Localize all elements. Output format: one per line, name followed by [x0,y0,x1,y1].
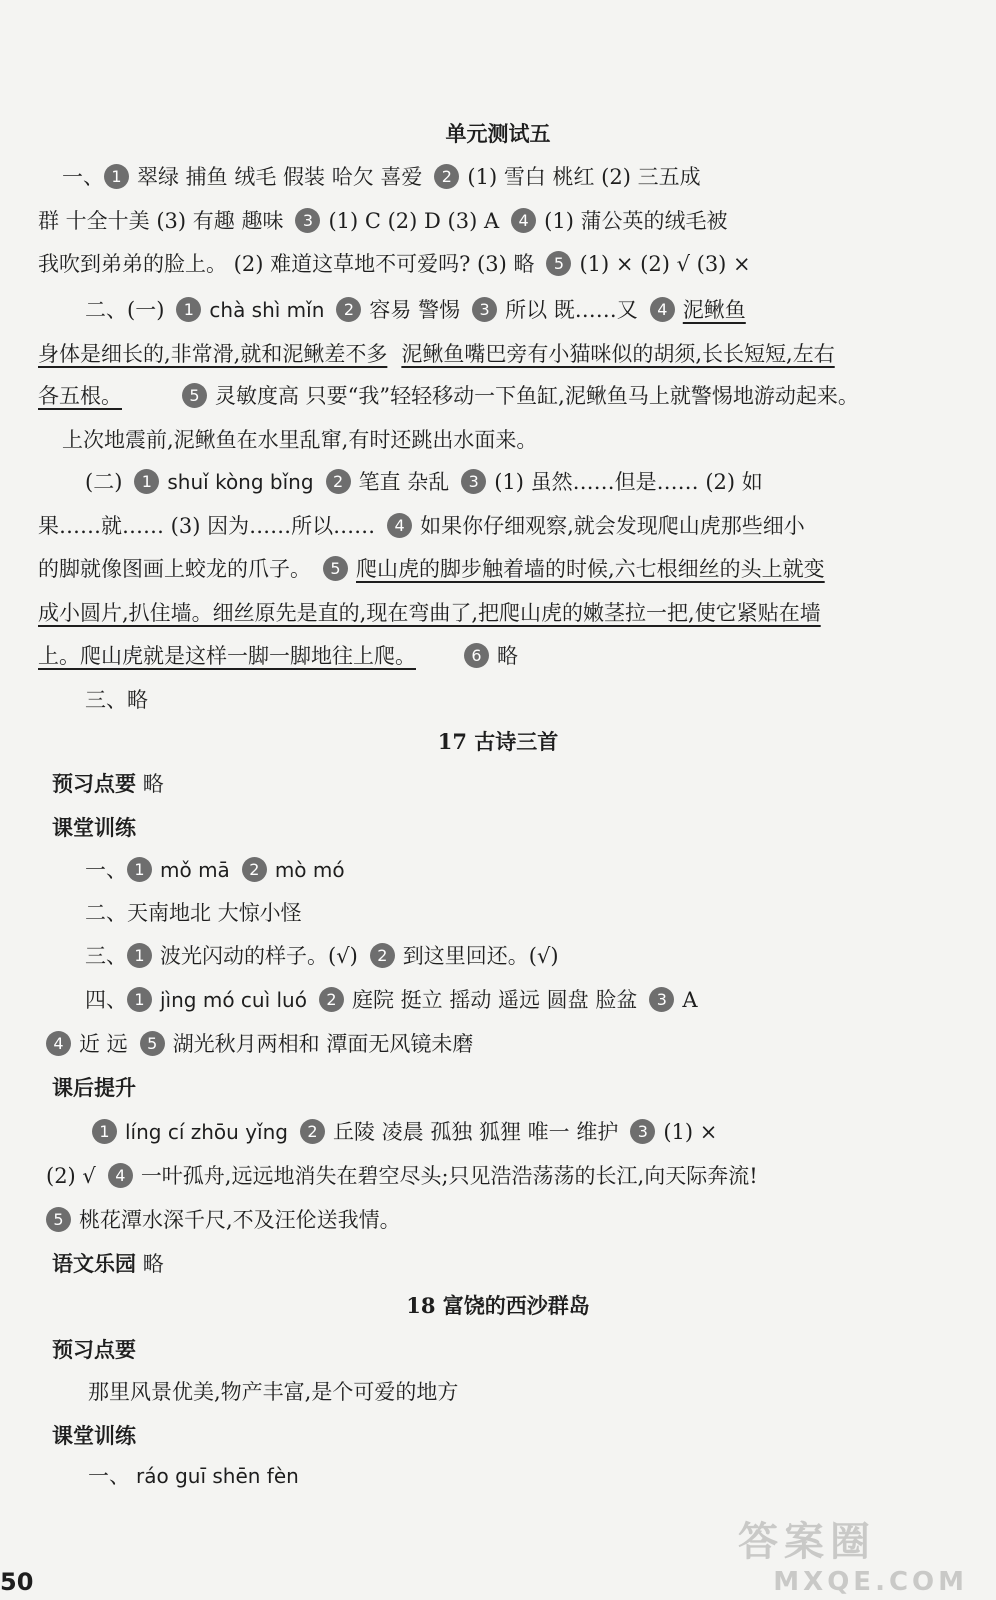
lesson17-class-1 [85,854,970,886]
answer-text: 笔直 杂乱 [358,470,450,494]
lesson17-preview [52,768,970,800]
question-number-badge: 2 [336,297,361,322]
answer-text: (1) × (2) √ (3) × [579,252,751,276]
question-number-badge: 1 [127,857,152,882]
pinyin-answer: líng cí zhōu yǐng [125,1120,288,1144]
question-number-badge: 2 [434,164,459,189]
unit5-line-10 [38,553,970,585]
lesson18-preview-heading: 预习点要 [52,1337,136,1362]
answer-text: 三、略 [85,688,148,712]
unit5-line-6 [38,380,970,412]
section-number: 一、 [88,1464,130,1488]
question-number-badge: 1 [127,943,152,968]
watermark-bottom-text: MXQE.COM [773,1567,968,1597]
question-number-badge: 1 [104,164,129,189]
pinyin-answer: ráo guī shēn fèn [136,1464,299,1488]
underlined-answer: 成小圆片,扒住墙。细丝原先是直的,现在弯曲了,把爬山虎的嫩茎拉一把,使它紧贴在墙 [38,601,821,625]
watermark-logo [738,1510,968,1597]
underlined-answer: 身体是细长的,非常滑,就和泥鳅差不多 [38,342,388,366]
section-number: 二、(一) [85,298,165,322]
lesson17-after-heading: 课后提升 [52,1075,136,1100]
underlined-answer: 泥鳅鱼嘴巴旁有小猫咪似的胡须,长长短短,左右 [401,342,835,366]
pinyin-answer: mǒ mā [160,858,230,882]
question-number-badge: 5 [140,1031,165,1056]
question-number-badge: 1 [134,469,159,494]
section-number: 三、 [85,944,127,968]
question-number-badge: 4 [108,1163,133,1188]
answer-text: (1) 虽然……但是…… (2) 如 [494,470,763,494]
lesson17-class-5 [46,1028,970,1060]
lesson18-preview-text: 那里风景优美,物产丰富,是个可爱的地方 [88,1380,459,1404]
answer-text: 我吹到弟弟的脸上。 (2) 难道这草地不可爱吗? (3) 略 [38,252,535,276]
answer-text: 的脚就像图画上蛟龙的爪子。 [38,557,311,581]
question-number-badge: 3 [472,297,497,322]
answer-text: 上次地震前,泥鳅鱼在水里乱窜,有时还跳出水面来。 [62,428,538,452]
answer-text: (1) C (2) D (3) A [328,209,500,233]
question-number-badge: 5 [46,1207,71,1232]
answer-text: 翠绿 捕鱼 绒毛 假装 哈欠 喜爱 [137,165,423,189]
question-number-badge: 6 [464,643,489,668]
question-number-badge: 3 [649,987,674,1012]
unit5-line-8 [85,466,970,498]
unit5-line-9 [38,510,970,542]
answer-text: 略 [497,644,518,668]
section-number: 一、 [62,165,104,189]
question-number-badge: 3 [295,208,320,233]
underlined-answer: 上。爬山虎就是这样一脚一脚地往上爬。 [38,644,416,668]
answer-text: 所以 既……又 [505,298,638,322]
question-number-badge: 1 [127,987,152,1012]
answer-text: 丘陵 凌晨 孤独 狐狸 唯一 维护 [332,1120,619,1144]
section-heading: 语文乐园 [52,1251,136,1276]
underlined-answer: 泥鳅鱼 [682,298,746,322]
section-number: (二) [85,470,123,494]
lesson17-after-2 [46,1160,970,1192]
unit5-line-5 [38,338,970,370]
question-number-badge: 2 [319,987,344,1012]
lesson18-class-1 [88,1460,970,1492]
unit5-line-12 [38,640,970,672]
answer-text: 容易 警惕 [369,298,461,322]
page-number: 50 [0,1568,34,1596]
answer-text: 果……就…… (3) 因为……所以…… [38,514,376,538]
underlined-answer: 爬山虎的脚步触着墙的时候,六七根细丝的头上就变 [356,557,825,581]
question-number-badge: 4 [650,297,675,322]
pinyin-answer: shuǐ kòng bǐng [167,470,314,494]
pinyin-answer: mò mó [274,858,345,882]
lesson17-after-1 [92,1116,970,1148]
question-number-badge: 3 [630,1119,655,1144]
question-number-badge: 1 [92,1119,117,1144]
question-number-badge: 4 [387,513,412,538]
answer-text: (1) 蒲公英的绒毛被 [544,209,728,233]
question-number-badge: 5 [546,251,571,276]
answer-text: 群 十全十美 (3) 有趣 趣味 [38,209,284,233]
answer-text: 湖光秋月两相和 潭面无风镜未磨 [172,1032,474,1056]
lesson17-after-3 [46,1204,970,1236]
question-number-badge: 4 [511,208,536,233]
question-number-badge: 3 [461,469,486,494]
unit5-line-4 [85,294,970,326]
lesson17-yuwen [52,1248,970,1280]
answer-text: 庭院 挺立 摇动 遥远 圆盘 脸盆 [351,988,638,1012]
question-number-badge: 2 [300,1119,325,1144]
answer-text: 到这里回还。(√) [402,944,559,968]
question-number-badge: 2 [370,943,395,968]
section-number: 四、 [85,988,127,1012]
question-number-badge: 2 [326,469,351,494]
question-number-badge: 1 [176,297,201,322]
answer-text: (2) √ [46,1164,96,1188]
unit5-title: 单元测试五 [445,121,551,146]
watermark-top-text: 答案圈 [738,1519,876,1565]
lesson17-class-3 [85,940,970,972]
lesson17-class-4 [85,984,970,1016]
question-number-badge: 4 [46,1031,71,1056]
answer-text: 略 [142,1252,164,1276]
answer-text: 一叶孤舟,远远地消失在碧空尽头;只见浩浩荡荡的长江,向天际奔流! [140,1164,758,1188]
lesson17-title: 17 古诗三首 [437,729,559,754]
question-number-badge: 5 [323,556,348,581]
answer-text: A [682,988,698,1012]
lesson17-class-2 [85,897,970,929]
unit5-line-2 [38,205,970,237]
unit5-line-1 [62,161,970,193]
unit5-line-3 [38,248,970,280]
unit5-line-11 [38,597,970,629]
unit5-line-7 [62,424,970,456]
answer-text: 如果你仔细观察,就会发现爬山虎那些细小 [420,514,805,538]
section-heading: 预习点要 [52,771,136,796]
lesson18-class-heading: 课堂训练 [52,1423,136,1448]
answer-text: (1) × [663,1120,718,1144]
answer-text: 二、天南地北 大惊小怪 [85,901,302,925]
section-number: 一、 [85,858,127,882]
question-number-badge: 5 [182,383,207,408]
pinyin-answer: jìng mó cuì luó [160,988,307,1012]
answer-text: 桃花潭水深千尺,不及汪伦送我情。 [79,1208,401,1232]
unit5-line-13 [85,684,970,716]
lesson17-class-heading: 课堂训练 [52,815,136,840]
lesson18-title: 18 富饶的西沙群岛 [406,1293,590,1318]
answer-text: 略 [142,772,164,796]
pinyin-answer: chà shì mǐn [209,298,325,322]
answer-text: 近 远 [79,1032,128,1056]
underlined-answer: 各五根。 [38,384,122,408]
answer-text: (1) 雪白 桃红 (2) 三五成 [467,165,701,189]
question-number-badge: 2 [242,857,267,882]
answer-text: 波光闪动的样子。(√) [160,944,358,968]
answer-text: 灵敏度高 只要“我”轻轻移动一下鱼缸,泥鳅鱼马上就警惕地游动起来。 [215,384,859,408]
